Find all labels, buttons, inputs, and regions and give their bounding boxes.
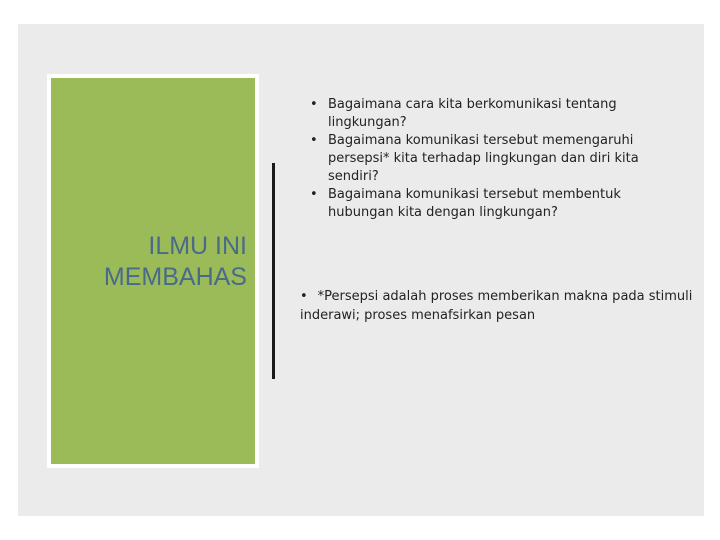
bullet-text: Bagaimana komunikasi tersebut membentuk hubungan kita dengan lingkungan? <box>328 187 621 220</box>
bullet-text-emphasis: persepsi* <box>328 151 390 166</box>
bullet-text: Bagaimana cara kita berkomunikasi tentang lingkungan? <box>328 97 617 130</box>
bullet-item-1 <box>306 96 666 132</box>
vertical-divider <box>272 163 275 379</box>
bullet-dot: • <box>310 97 318 112</box>
bullet-dot: • <box>310 133 318 148</box>
bullet-text-pre: Bagaimana komunikasi tersebut memengaruhi <box>328 133 634 148</box>
bullet-dot: • <box>310 187 318 202</box>
slide-title-line-2: MEMBAHAS <box>103 263 247 291</box>
slide-title-line-1: ILMU INI <box>148 232 247 260</box>
note-bullet-dot: • <box>300 289 308 304</box>
bullet-list <box>306 96 666 222</box>
note-text: adalah proses memberikan makna pada stimuli inderawi; proses menafsirkan pesan <box>300 289 693 323</box>
note-emphasis: *Persepsi <box>317 289 379 304</box>
bullet-item-3 <box>306 186 666 222</box>
bullet-item-2 <box>306 132 666 186</box>
definition-note <box>300 287 700 325</box>
slide-title <box>37 231 247 293</box>
bullet-text-post: kita terhadap lingkungan dan diri kita sendiri? <box>328 151 639 184</box>
